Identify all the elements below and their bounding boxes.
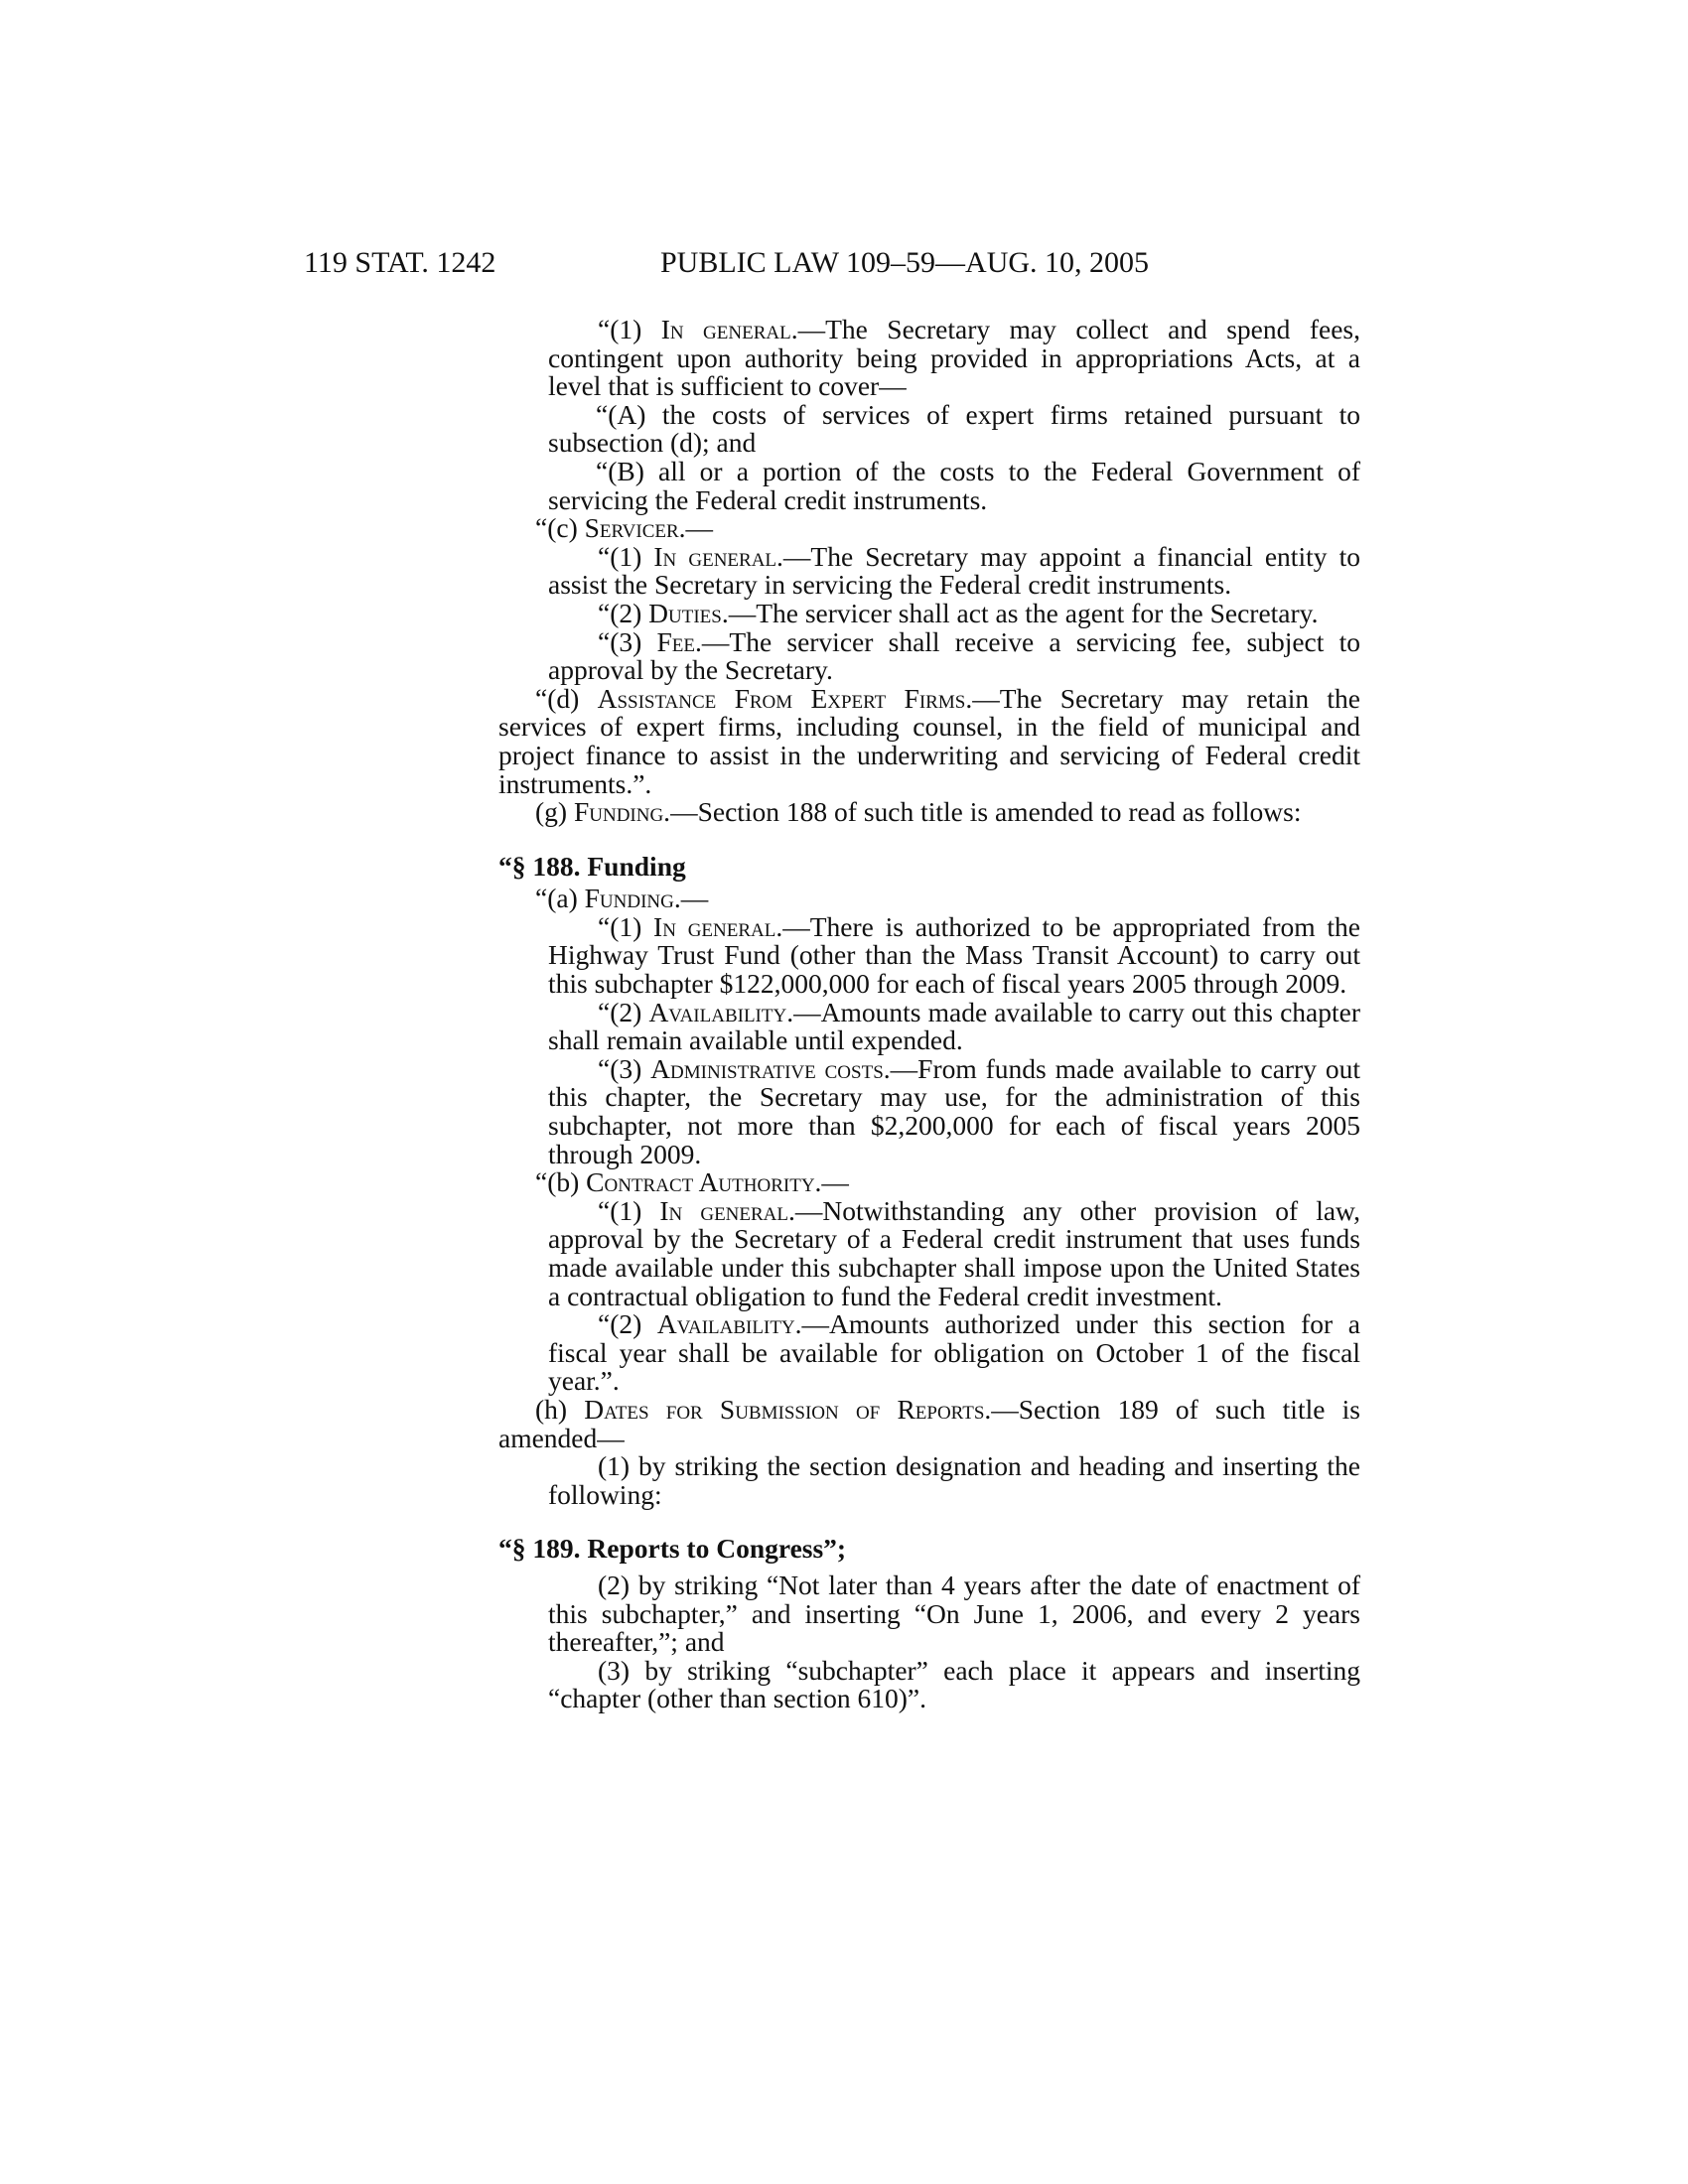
paragraph-servicer-fee: “(3) Fee.—The servicer shall receive a servicing fee, subject to approval by the Secretary. [548, 625, 1360, 686]
paragraph-funding-amendment: (g) Funding.—Section 188 of such title is amended to read as follows: [535, 796, 1302, 828]
paragraph-fees-b: “(B) all or a portion of the costs to the Federal Government of servicing the Federal credit instruments. [548, 455, 1360, 515]
paragraph-administrative-costs: “(3) Administrative costs.—From funds made available to carry out this chapter, the Secretary may use, for the administration of this subchapter, not more than $2,200,000 for each of fiscal years 2005 through 2009. [548, 1052, 1360, 1169]
paragraph-reports-dates: (h) Dates for Submission of Reports.—Section 189 of such title is amended— [498, 1393, 1360, 1453]
paragraph-fees-a: “(A) the costs of services of expert firms retained pursuant to subsection (d); and [548, 398, 1360, 459]
text-column [498, 316, 1360, 1713]
paragraph-servicer-general: “(1) In general.—The Secretary may appoint a financial entity to assist the Secretary in servicing the Federal credit instruments. [548, 540, 1360, 601]
paragraph-contract-general: “(1) In general.—Notwithstanding any other provision of law, approval by the Secretary of a Federal credit instrument that uses funds made available under this subchapter shall impose upon the United States a contractual obligation to fund the Federal credit investment. [548, 1194, 1360, 1311]
paragraph-contract-authority: “(b) Contract Authority.— [535, 1166, 849, 1198]
section-189-heading: “§ 189. Reports to Congress”; [498, 1533, 847, 1565]
paragraph-funding-availability: “(2) Availability.—Amounts made available to carry out this chapter shall remain available until expended. [548, 996, 1360, 1056]
paragraph-servicer-duties: “(2) Duties.—The servicer shall act as the agent for the Secretary. [598, 597, 1319, 628]
section-188-heading: “§ 188. Funding [498, 850, 686, 882]
statute-reference: 119 STAT. 1242 [304, 246, 496, 279]
paragraph-fees-general: “(1) In general.—The Secretary may collect and spend fees, contingent upon authority being provided in appropriations Acts, at a level that is sufficient to cover— [548, 314, 1360, 402]
paragraph-servicer: “(c) Servicer.— [535, 512, 714, 544]
paragraph-funding-general: “(1) In general.—There is authorized to be appropriated from the Highway Trust Fund (other than the Mass Transit Account) to carry out this subchapter $122,000,000 for each of fiscal years 2005 through 2009. [548, 910, 1360, 1000]
paragraph-reports-3: (3) by striking “subchapter” each place it appears and inserting “chapter (other than section 610)”. [548, 1654, 1360, 1714]
public-law-header: PUBLIC LAW 109–59—AUG. 10, 2005 [660, 246, 1150, 279]
paragraph-reports-1: (1) by striking the section designation and heading and inserting the following: [548, 1450, 1360, 1510]
paragraph-expert-firms: “(d) Assistance From Expert Firms.—The Secretary may retain the services of expert firms, including counsel, in the field of municipal and project finance to assist in the underwriting and servicing of Federal credit instruments.”. [498, 682, 1360, 799]
paragraph-reports-2: (2) by striking “Not later than 4 years after the date of enactment of this subchapter,” and inserting “On June 1, 2006, and every 2 years thereafter,”; and [548, 1569, 1360, 1658]
paragraph-funding-a: “(a) Funding.— [535, 883, 709, 914]
paragraph-contract-availability: “(2) Availability.—Amounts authorized under this section for a fiscal year shall be available for obligation on October 1 of the fiscal year.”. [548, 1308, 1360, 1397]
